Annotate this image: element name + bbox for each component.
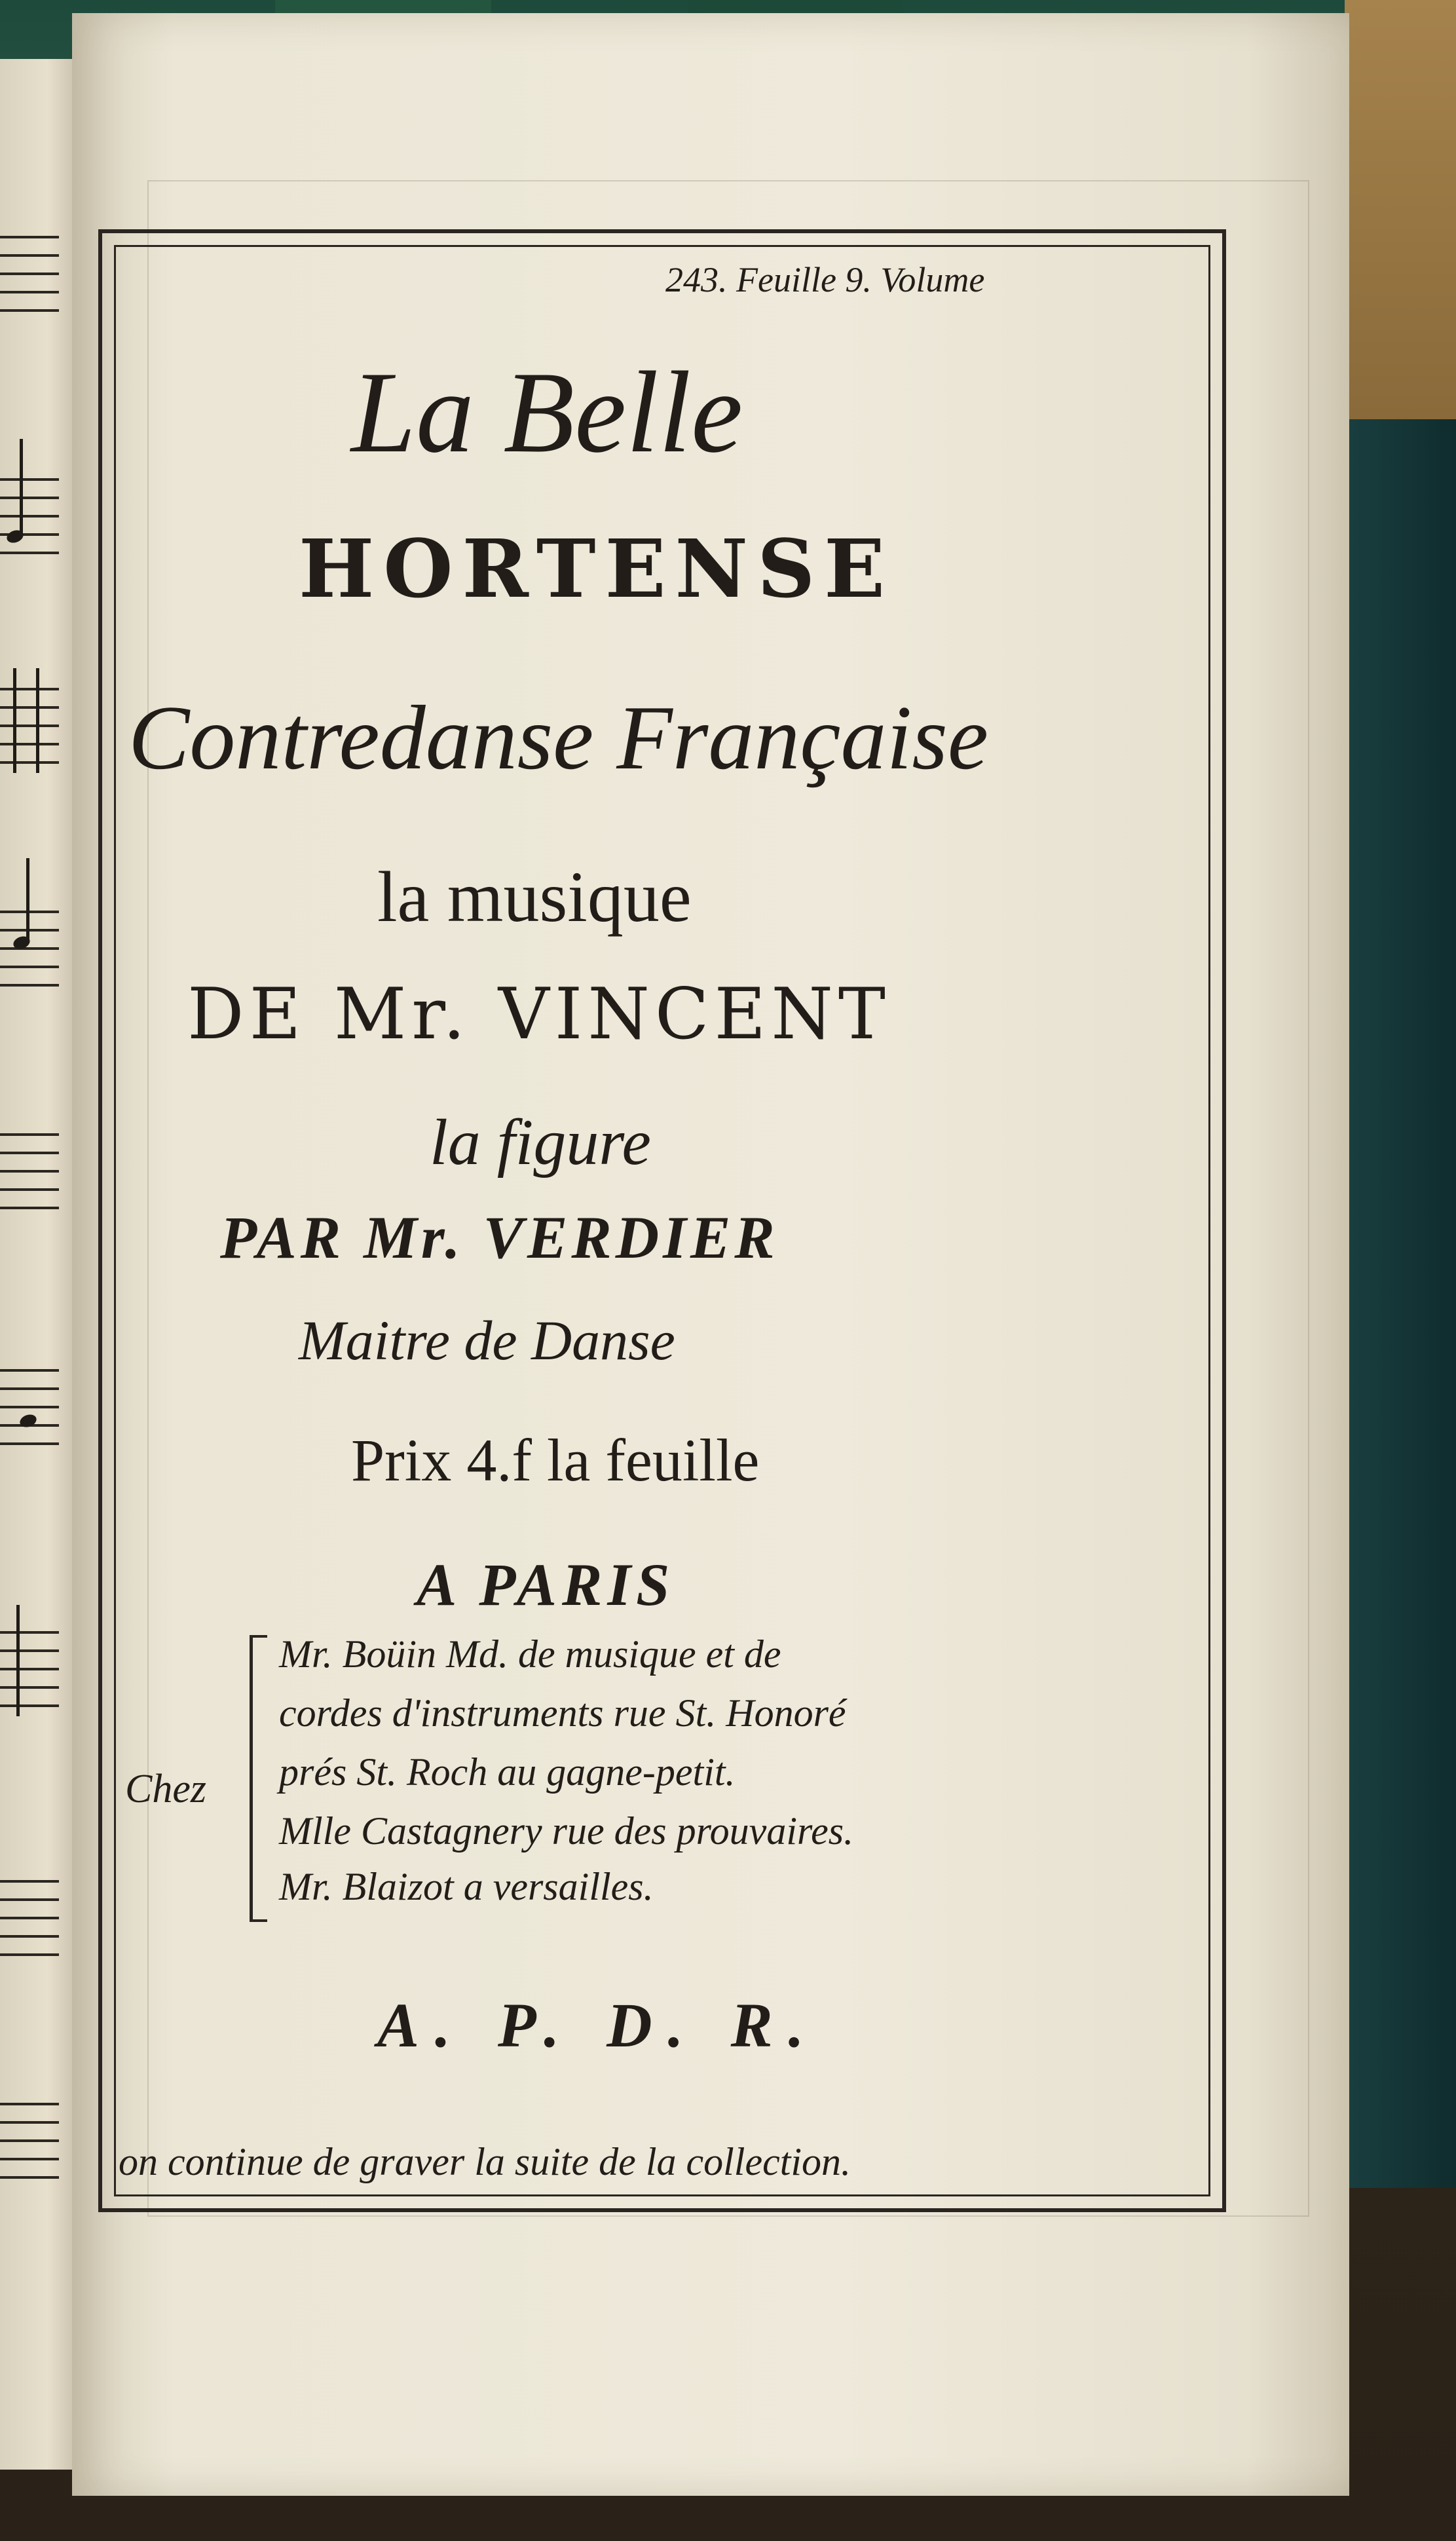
music-label: la musique [377,857,692,937]
seller-line: Mr. Blaizot a versailles. [279,1865,654,1908]
title-hortense: HORTENSE [299,521,895,616]
seller-line: cordes d'instruments rue St. Honoré [279,1691,846,1735]
privilege-line: A. P. D. R. [377,1990,820,2060]
figure-label: la figure [430,1106,651,1178]
seller-line: Mlle Castagnery rue des prouvaires. [279,1809,854,1853]
book-cover-edge [1345,419,1456,2188]
title-page [72,13,1349,2496]
title-contredanse: Contredanse Française [128,687,988,789]
chez-label: Chez [125,1767,206,1811]
seller-line: prés St. Roch au gagne-petit. [279,1750,736,1794]
price-line: Prix 4.f la feuille [351,1427,760,1494]
role-line: Maitre de Danse [299,1309,675,1372]
title-la-belle: La Belle [351,347,743,477]
choreographer-line: PAR Mr. VERDIER [220,1204,779,1271]
composer-line: DE Mr. VINCENT [187,973,891,1055]
facing-music-page [0,59,79,2470]
engraved-border [98,229,1226,2212]
sheet-number: 243. Feuille 9. Volume [665,260,985,299]
seller-bracket [250,1635,267,1922]
city-line: A PARIS [417,1551,675,1618]
table-edge [1345,0,1456,419]
seller-line: Mr. Boüin Md. de musique et de [279,1632,781,1676]
collection-note: on continue de graver la suite de la collection. [119,2140,851,2183]
